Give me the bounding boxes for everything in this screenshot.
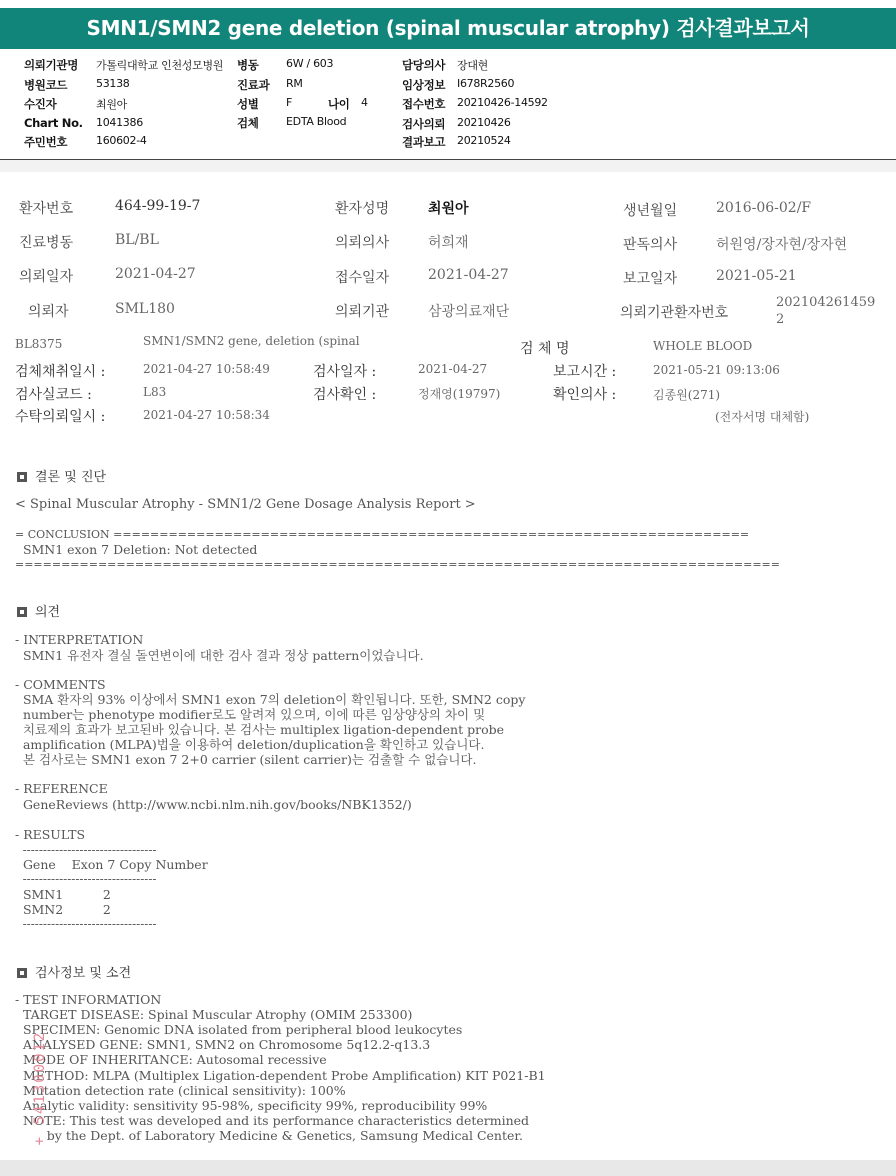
results-rule: --------------------------------- xyxy=(15,872,157,886)
results-title: - RESULTS xyxy=(15,827,86,842)
sex: F xyxy=(286,96,293,109)
report-subtitle: < Spinal Muscular Atrophy - SMN1/2 Gene Dosage Analysis Report > xyxy=(15,497,476,512)
request-org: 가톨릭대학교 인천성모병원 xyxy=(96,59,224,72)
report-time: 2021-05-21 09:13:06 xyxy=(653,363,780,377)
hosp-code: 53138 xyxy=(96,77,130,90)
rep-date: 2021-05-21 xyxy=(716,268,797,284)
section-square-icon xyxy=(17,968,27,978)
ti-line: by the Dept. of Laboratory Medicine & Genetics, Samsung Medical Center. xyxy=(15,1128,523,1143)
comments-line-2: number는 phenotype modifier로도 알려져 있으며, 이에 따른 임상양상의 차이 및 xyxy=(15,707,486,722)
dob: 2016-06-02/F xyxy=(716,200,812,216)
request-org-label: 의뢰기관명 xyxy=(24,58,79,72)
section-square-icon xyxy=(17,607,27,617)
confirm-label: 검사확인 : xyxy=(313,387,377,403)
lab-code-label: 검사실코드 : xyxy=(15,387,92,403)
comments-line-1: SMA 환자의 93% 이상에서 SMN1 exon 7의 deletion이 확인됩니다. 또한, SMN2 copy xyxy=(15,692,526,707)
requester: SML180 xyxy=(115,301,175,317)
ti-line: NOTE: This test was developed and its performance characteristics determined xyxy=(15,1113,530,1128)
req-date-label: 의뢰일자 xyxy=(19,269,74,285)
test-request-label: 검사의뢰 xyxy=(402,117,446,131)
test-request: 20210426 xyxy=(457,116,511,129)
consign-time: 2021-04-27 10:58:34 xyxy=(143,408,270,422)
age: 4 xyxy=(361,96,368,109)
report-title: SMN1/SMN2 gene deletion (spinal muscular atrophy) 검사결과보고서 xyxy=(86,16,810,40)
req-doc: 허희재 xyxy=(428,235,469,251)
conclusion-rule: = CONCLUSION ===================================================================== xyxy=(15,528,750,541)
results-row: SMN2 2 xyxy=(15,902,111,917)
conf-doc: 김종원(271) xyxy=(653,388,721,402)
reference-title: - REFERENCE xyxy=(15,781,108,796)
pid-label: 환자번호 xyxy=(19,201,74,217)
specimen-label: 검체 xyxy=(237,116,259,130)
clinical-info-label: 임상정보 xyxy=(402,78,446,92)
footer-band xyxy=(0,1160,896,1176)
reader: 허원영/장자현/장자현 xyxy=(716,237,848,253)
test-date-label: 검사일자 : xyxy=(313,364,377,380)
req-org-label: 의뢰기관 xyxy=(335,304,390,320)
specimen: EDTA Blood xyxy=(286,115,347,128)
requester-label: 의뢰자 xyxy=(28,304,69,320)
rep-date-label: 보고일자 xyxy=(623,271,678,287)
receipt-no-label: 접수번호 xyxy=(402,97,446,111)
lab-code: L83 xyxy=(143,385,167,399)
hosp-code-label: 병원코드 xyxy=(24,78,68,92)
chart-label: Chart No. xyxy=(24,116,83,130)
org-pid-2: 2 xyxy=(776,312,785,327)
report-time-label: 보고시간 : xyxy=(553,364,617,380)
conclusion-text: SMN1 exon 7 Deletion: Not detected xyxy=(15,542,258,557)
test-date: 2021-04-27 xyxy=(418,362,488,376)
report-date: 20210524 xyxy=(457,134,511,147)
rec-date-label: 접수일자 xyxy=(335,270,390,286)
req-date: 2021-04-27 xyxy=(115,266,196,282)
req-org: 삼광의료재단 xyxy=(428,304,510,320)
ti-line: MODE OF INHERITANCE: Autosomal recessive xyxy=(15,1052,327,1067)
patient-name: 최원아 xyxy=(428,201,469,217)
testinfo-heading xyxy=(17,962,131,981)
results-header: Gene Exon 7 Copy Number xyxy=(15,857,208,872)
separator-band xyxy=(0,160,896,172)
ward: 6W / 603 xyxy=(286,57,334,70)
sex-label: 성별 xyxy=(237,97,259,111)
ti-line: Mutation detection rate (clinical sensitivity): 100% xyxy=(15,1083,346,1098)
pid: 464-99-19-7 xyxy=(115,198,201,214)
ti-line: Analytic validity: sensitivity 95-98%, specificity 99%, reproducibility 99% xyxy=(15,1098,488,1113)
recipient: 최원아 xyxy=(96,98,127,111)
results-row: SMN1 2 xyxy=(15,887,111,902)
conclusion-heading-text: 결론 및 진단 xyxy=(35,470,107,485)
name-label: 환자성명 xyxy=(335,201,390,217)
rec-date: 2021-04-27 xyxy=(428,267,509,283)
test-name: SMN1/SMN2 gene, deletion (spinal xyxy=(143,334,360,348)
comments-line-3: 치료제의 효과가 보고된바 있습니다. 본 검사는 multiplex ligation-dependent probe xyxy=(15,722,504,737)
ti-line: TARGET DISEASE: Spinal Muscular Atrophy (OMIM 253300) xyxy=(15,1007,413,1022)
age-label: 나이 xyxy=(328,97,350,111)
req-doc-label: 의뢰의사 xyxy=(335,235,390,251)
ti-line: SPECIMEN: Genomic DNA isolated from peripheral blood leukocytes xyxy=(15,1022,463,1037)
reader-label: 판독의사 xyxy=(623,237,678,253)
ti-line: ANALYSED GENE: SMN1, SMN2 on Chromosome 5q12.2-q13.3 xyxy=(15,1037,431,1052)
ssn: 160602-4 xyxy=(96,134,147,147)
consign-label: 수탁의뢰일시 : xyxy=(15,409,106,425)
reference-text: GeneReviews (http://www.ncbi.nlm.nih.gov/books/NBK1352/) xyxy=(15,797,412,812)
test-code: BL8375 xyxy=(15,337,63,351)
receipt-no: 20210426-14592 xyxy=(457,96,548,109)
ward-label-2: 진료병동 xyxy=(19,235,74,251)
ward-2: BL/BL xyxy=(115,232,159,248)
interp-text: SMN1 유전자 결실 돌연변이에 대한 검사 결과 정상 pattern이었습니다. xyxy=(15,648,424,663)
clinical-info: I678R2560 xyxy=(457,77,515,90)
comments-line-5: 본 검사로는 SMN1 exon 7 2+0 carrier (silent carrier)는 검출할 수 없습니다. xyxy=(15,752,477,767)
conf-doc-label: 확인의사 : xyxy=(553,387,617,403)
org-pid-label: 의뢰기관환자번호 xyxy=(620,305,729,321)
org-pid-1: 202104261459 xyxy=(776,295,876,310)
specimen-name: WHOLE BLOOD xyxy=(653,339,753,353)
dept: RM xyxy=(286,77,303,90)
results-rule: --------------------------------- xyxy=(15,843,157,857)
recipient-label: 수진자 xyxy=(24,97,57,111)
dept-label: 진료과 xyxy=(237,78,270,92)
ssn-label: 주민번호 xyxy=(24,135,68,149)
conclusion-end-rule: =================================================================================== xyxy=(15,558,780,571)
opinion-heading xyxy=(17,601,60,620)
interp-title: - INTERPRETATION xyxy=(15,632,144,647)
conclusion-heading xyxy=(17,466,106,485)
collect-label: 검체채취일시 : xyxy=(15,364,106,380)
opinion-heading-text: 의견 xyxy=(35,605,61,620)
side-barcode-number: + 541300012 xyxy=(32,1030,48,1146)
comments-line-4: amplification (MLPA)법을 이용하여 deletion/duplication을 확인하고 있습니다. xyxy=(15,737,485,752)
results-rule: --------------------------------- xyxy=(15,917,157,931)
ti-title: - TEST INFORMATION xyxy=(15,992,162,1007)
testinfo-heading-text: 검사정보 및 소견 xyxy=(35,966,132,981)
report-date-label: 결과보고 xyxy=(402,135,446,149)
esign-note: (전자서명 대체함) xyxy=(715,410,810,424)
specimen-name-label: 검 체 명 xyxy=(520,341,570,357)
doctor-label: 담당의사 xyxy=(402,58,446,72)
dob-label: 생년월일 xyxy=(623,203,678,219)
ti-line: METHOD: MLPA (Multiplex Ligation-dependent Probe Amplification) KIT P021-B1 xyxy=(15,1068,546,1083)
ward-label: 병동 xyxy=(237,58,259,72)
section-square-icon xyxy=(17,472,27,482)
collect-time: 2021-04-27 10:58:49 xyxy=(143,362,270,376)
confirmer: 정재영(19797) xyxy=(418,387,501,401)
doctor: 장대현 xyxy=(457,59,488,72)
chart-number: 1041386 xyxy=(96,116,143,129)
comments-title: - COMMENTS xyxy=(15,677,106,692)
